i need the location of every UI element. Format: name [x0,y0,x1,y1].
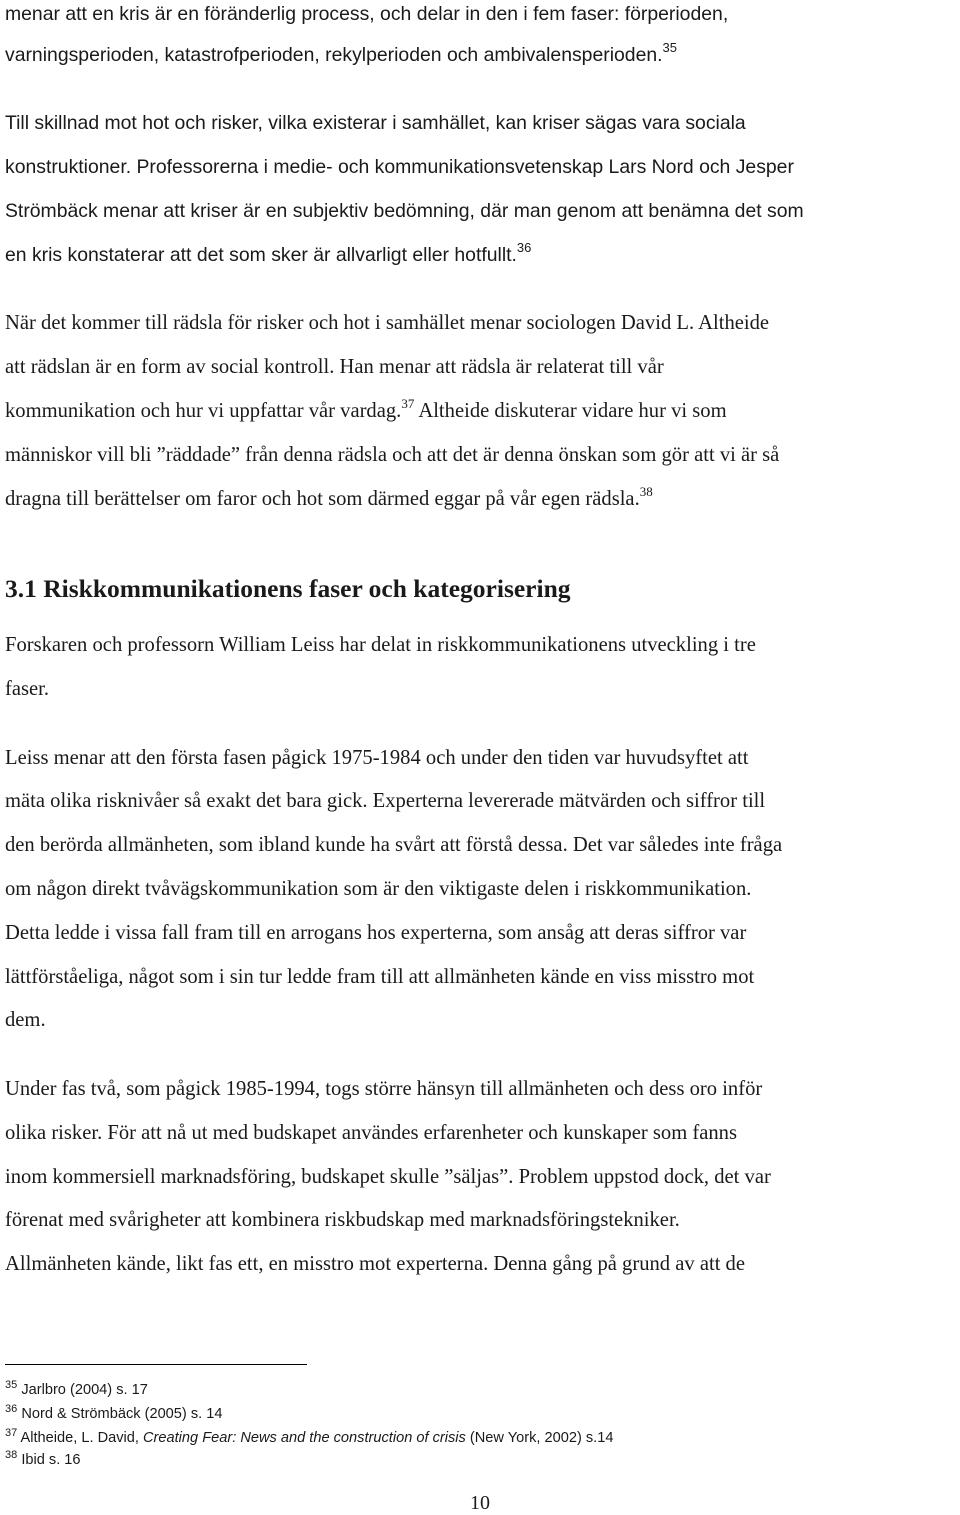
body-line: varningsperioden, katastrofperioden, rekylperioden och ambivalensperioden.$^{35}$ [5,40,677,66]
body-line: mäta olika risknivåer så exakt det bara gick. Experterna levererade mätvärden och siffror till [5,790,766,812]
footnote-ref-37: 37 [401,396,415,411]
body-line: faser. [5,678,50,700]
body-line: människor vill bli ”räddade” från denna rädsla och att det är denna önskan som gör att vi är så [5,444,780,466]
body-line: Forskaren och professorn William Leiss har delat in riskkommunikationens utveckling i tre [5,634,756,656]
body-line: en kris konstaterar att det som sker är allvarligt eller hotfullt.$^{36}$ [5,240,532,266]
page-number: 10 [470,1492,490,1514]
footnote-ref-35: 35 [662,40,677,55]
footnote-38: $^{38}$ Ibid s. 16 [5,1449,81,1468]
body-line: dragna till berättelser om faror och hot som därmed eggar på vår egen rädsla.$^{38}$ [5,484,653,510]
footnote-book-title: Creating Fear: News and the construction of crisis [143,1430,466,1446]
body-line: kommunikation och hur vi uppfattar vår vardag.$^{37}$ Altheide diskuterar vidare hur vi som [5,396,727,422]
footnote-ref-36: 36 [516,240,532,255]
section-heading: 3.1 Riskkommunikationens faser och kategorisering [5,574,571,603]
body-line: Strömbäck menar att kriser är en subjektiv bedömning, där man genom att benämna det som [5,200,804,222]
footnote-35: $^{35}$ Jarlbro (2004) s. 17 [5,1379,148,1398]
body-line: konstruktioner. Professorerna i medie- och kommunikationsvetenskap Lars Nord och Jesper [5,156,794,178]
body-line: Under fas två, som pågick 1985-1994, togs större hänsyn till allmänheten och dess oro inför [5,1078,763,1100]
body-line: förenat med svårigheter att kombinera riskbudskap med marknadsföringstekniker. [5,1209,680,1231]
body-line: inom kommersiell marknadsföring, budskapet skulle ”säljas”. Problem uppstod dock, det var [5,1166,771,1188]
footnote-36: $^{36}$ Nord & Strömbäck (2005) s. 14 [5,1403,223,1422]
body-line: menar att en kris är en föränderlig process, och delar in den i fem faser: förperioden, [5,3,729,25]
body-line: Allmänheten kände, likt fas ett, en misstro mot experterna. Denna gång på grund av att de [5,1253,745,1275]
body-line: dem. [5,1009,46,1031]
body-line: När det kommer till rädsla för risker och hot i samhället menar sociologen David L. Altheide [5,312,770,334]
body-line: Till skillnad mot hot och risker, vilka existerar i samhället, kan kriser sägas vara sociala [5,112,746,134]
body-line: om någon direkt tvåvägskommunikation som är den viktigaste delen i riskkommunikation. [5,878,752,900]
body-line: Leiss menar att den första fasen pågick 1975-1984 och under den tiden var huvudsyftet att [5,747,749,769]
body-line: den berörda allmänheten, som ibland kunde ha svårt att förstå dessa. Det var således inte fråga [5,834,783,856]
footnote-separator [5,1364,307,1365]
body-line: olika risker. För att nå ut med budskapet användes erfarenheter och kunskaper som fanns [5,1122,737,1144]
body-line: att rädslan är en form av social kontroll. Han menar att rädsla är relaterat till vår [5,356,664,378]
footnote-37: $^{37}$ Altheide, L. David, Creating Fear: News and the construction of crisis (New York, 2002) s.14 [5,1427,614,1446]
body-line: Detta ledde i vissa fall fram till en arrogans hos experterna, som ansåg att deras siffror var [5,922,747,944]
footnote-ref-38: 38 [639,484,653,499]
body-line: lättförståeliga, något som i sin tur ledde fram till att allmänheten kände en viss misstro mot [5,966,755,988]
